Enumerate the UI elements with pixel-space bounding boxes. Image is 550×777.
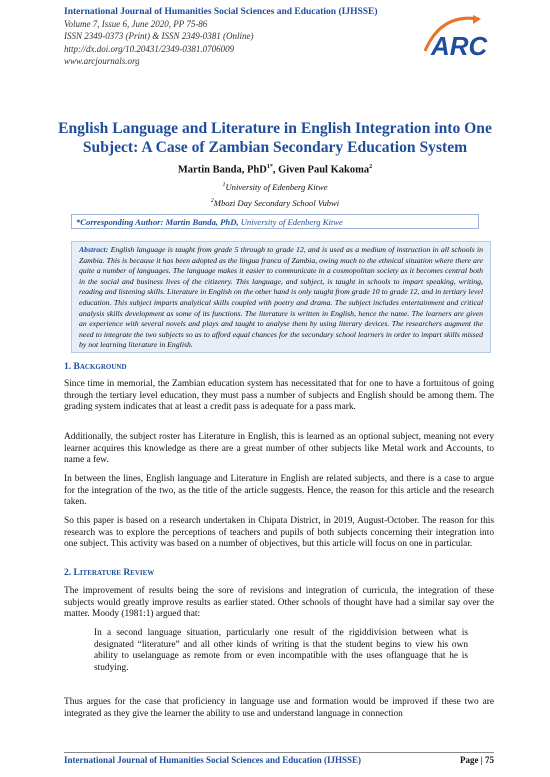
paragraph-1: Since time in memorial, the Zambian education system has necessitated that for one to have a fortuitous of going through the tertiary level education, they must pass a number of subjects and English should be among them. The grading system indicates that at least a credit pass is adequate for a pass mark. bbox=[64, 379, 494, 413]
abstract-text: English language is taught from grade 5 through to grade 12, and is used as a medium of instruction in all schools in Zambia. This is because it has been adopted as the lingua franca of Zambia, owing much to the ethnical situation where there are quite a number of languages. The language makes it easier to communicate in a cosmopolitan society as it becomes central both in the social and business lives of the citizenry. This language, and subject, is taught in schools to impart speaking, writing, reading and listening skills. Literature in English on the other hand is only taught from grade 10 to grade 12, and in tertiary level education. This subject imparts analytical skills coupled with poetry and drama. The subject includes entertainment and critical analysis skills development as some of its functions. The literature is written in English, hence the name. The learners are given an experience with several novels and plays and taught to analyse them by using literary devices. The researchers augment the need to integrate the two subjects so as to afford equal chances for the secondary school learners in order to impart skills missed by not learning literature in English. bbox=[79, 245, 483, 350]
affiliation-1 bbox=[50, 182, 500, 192]
page-label: Page | bbox=[460, 755, 483, 765]
page-footer bbox=[64, 755, 494, 765]
affiliation-2-sup: 2 bbox=[210, 198, 214, 205]
abstract-box bbox=[71, 241, 491, 353]
site-link[interactable]: www.arcjournals.org bbox=[64, 55, 140, 66]
corresponding-name: Martin Banda, PhD, bbox=[163, 217, 239, 227]
paragraph-3: In between the lines, English language and Literature in English are related subjects, and there is a case to argue for the integration of the two, as the title of the article suggests. Hence, the reason for this article and the research taken. bbox=[64, 474, 494, 508]
doi-link[interactable]: http://dx.doi.org/10.20431/2349-0381.0706009 bbox=[64, 43, 235, 54]
author-separator: , bbox=[272, 164, 279, 176]
arc-logo bbox=[421, 11, 491, 61]
paragraph-6: Thus argues for the case that proficiency in language use and formation would be improved if these two are integrated as they give the learner the ability to use and understand language in connection bbox=[64, 697, 494, 719]
page-number bbox=[460, 755, 494, 765]
abstract-label: Abstract: bbox=[79, 245, 109, 254]
corresponding-institution: University of Edenberg Kitwe bbox=[238, 217, 343, 227]
affiliation-2-text: Mbozi Day Secondary School Vubwi bbox=[213, 198, 340, 208]
footer-journal: International Journal of Humanities Social Sciences and Education (IJHSSE) bbox=[64, 755, 362, 765]
paragraph-4: So this paper is based on a research undertaken in Chipata District, in 2019, August-October. The reason for this research was to explore the perceptions of teachers and pupils of both subjects concerning their integration into one subject. This activity was based on a number of objectives, but this article will focus on one in particular. bbox=[64, 516, 494, 550]
paragraph-5: The improvement of results being the sore of revisions and integration of curricula, the integration of these subjects would greatly improve results as earlier stated. Other schools of thought have had a similar say over the matter. Moody (1981:1) argued that: bbox=[64, 586, 494, 620]
journal-header bbox=[64, 6, 424, 67]
author-1-sup: 1* bbox=[266, 164, 273, 170]
corresponding-label: *Corresponding Author: bbox=[76, 217, 164, 227]
author-list bbox=[50, 164, 500, 176]
paragraph-2: Additionally, the subject roster has Literature in English, this is learned as an optional subject, meaning not every learner acquires this knowledge as there are a great number of other subjects like Metal work and Accounts, to name a few. bbox=[64, 432, 494, 466]
affiliation-1-text: University of Edenberg Kitwe bbox=[225, 182, 328, 192]
author-2-sup: 2 bbox=[369, 164, 373, 170]
corresponding-author-box bbox=[71, 214, 479, 229]
volume-info: Volume 7, Issue 6, June 2020, PP 75-86 bbox=[64, 19, 208, 30]
section-heading-background: 1. Background bbox=[64, 362, 127, 372]
paper-title: English Language and Literature in English Integration into One Subject: A Case of Zambian Secondary Education System bbox=[58, 120, 492, 156]
author-2: Given Paul Kakoma bbox=[278, 164, 370, 176]
author-1: Martin Banda, PhD bbox=[177, 164, 267, 176]
section-heading-literature-review: 2. Literature Review bbox=[64, 568, 155, 578]
block-quote: In a second language situation, particularly one result of the rigiddivision between what is designated “literature” and all other kinds of writing is that the student begins to view his own ability to uselanguage as remote from or even incompatible with the uses oflanguage that he is studying. bbox=[94, 628, 468, 674]
journal-name: International Journal of Humanities Social Sciences and Education (IJHSSE) bbox=[64, 7, 378, 17]
svg-text:ARC: ARC bbox=[431, 31, 488, 61]
page-number-value: 75 bbox=[485, 755, 494, 765]
footer-rule bbox=[64, 752, 494, 753]
issn-info: ISSN 2349-0373 (Print) & ISSN 2349-0381 (Online) bbox=[64, 31, 254, 42]
affiliation-1-sup: 1 bbox=[222, 182, 226, 189]
affiliation-2 bbox=[50, 198, 500, 208]
